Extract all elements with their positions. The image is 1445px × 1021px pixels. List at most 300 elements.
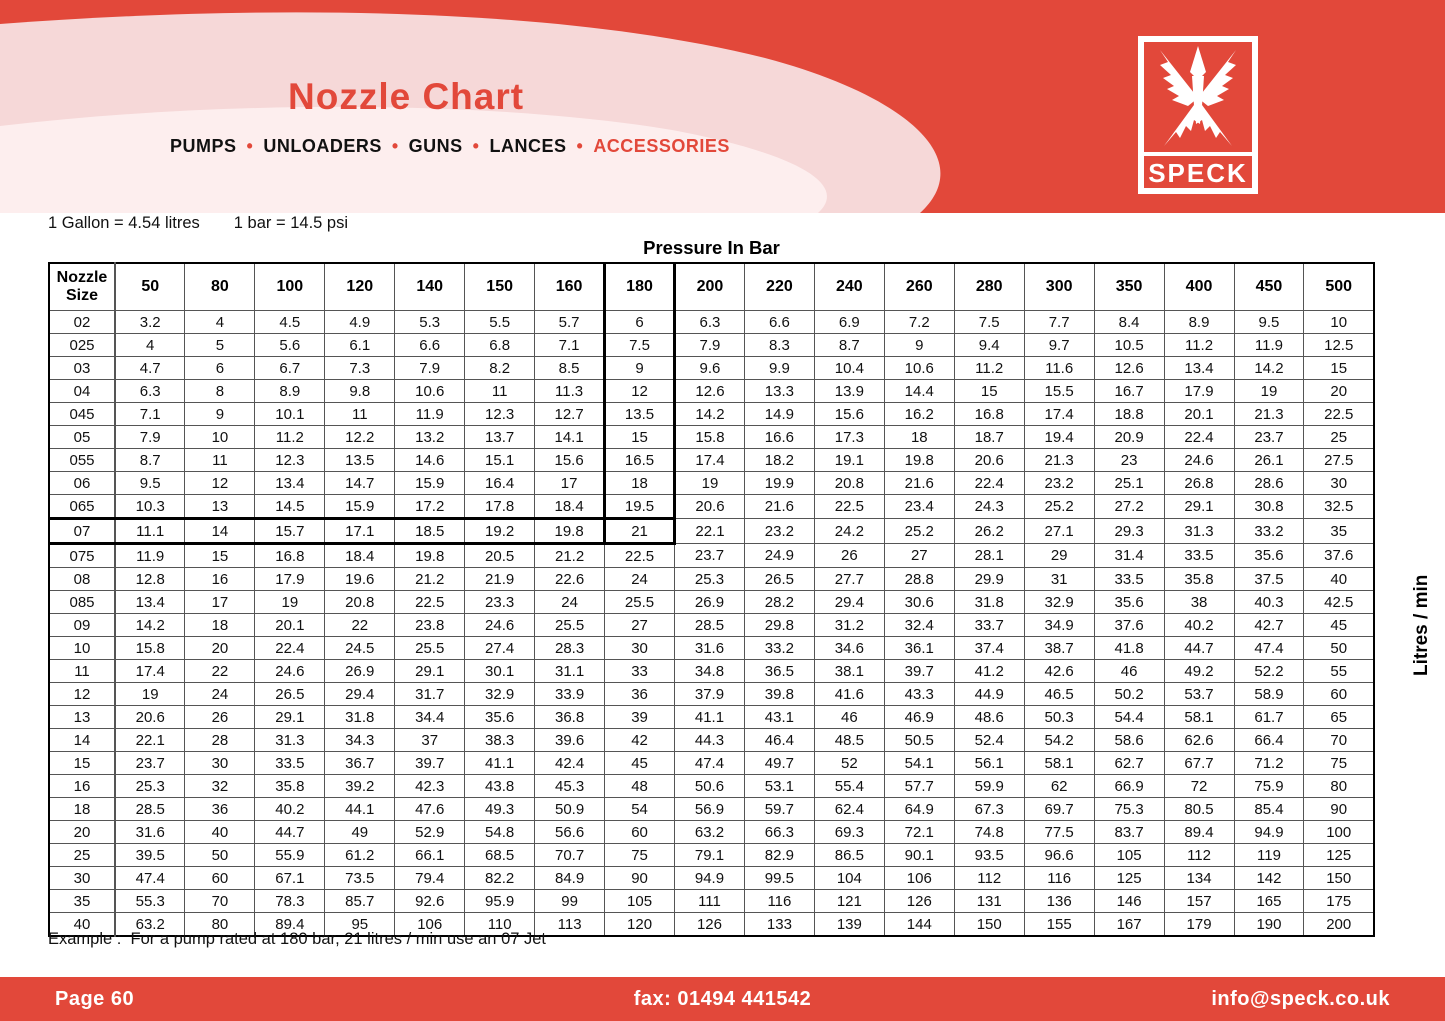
- flow-value-cell: 136: [1024, 890, 1094, 913]
- flow-value-cell: 55: [1304, 660, 1374, 683]
- flow-value-cell: 112: [954, 867, 1024, 890]
- flow-value-cell: 6.6: [744, 311, 814, 334]
- flow-value-cell: 21.6: [744, 495, 814, 519]
- litres-per-min-label: Litres / min: [1411, 574, 1432, 676]
- flow-value-cell: 105: [1094, 844, 1164, 867]
- flow-value-cell: 155: [1024, 913, 1094, 937]
- flow-value-cell: 22.4: [1164, 426, 1234, 449]
- flow-value-cell: 19.8: [884, 449, 954, 472]
- flow-value-cell: 10.6: [395, 380, 465, 403]
- flow-value-cell: 20.1: [255, 614, 325, 637]
- flow-value-cell: 4: [115, 334, 185, 357]
- flow-value-cell: 15: [1304, 357, 1374, 380]
- flow-value-cell: 36.1: [884, 637, 954, 660]
- flow-value-cell: 10.3: [115, 495, 185, 519]
- flow-value-cell: 29.3: [1094, 519, 1164, 544]
- flow-value-cell: 47.6: [395, 798, 465, 821]
- flow-value-cell: 14.2: [115, 614, 185, 637]
- fax-number: fax: 01494 441542: [633, 988, 812, 1010]
- nozzle-table: [48, 262, 1375, 937]
- flow-value-cell: 28.6: [1234, 472, 1304, 495]
- flow-value-cell: 46.5: [1024, 683, 1094, 706]
- nozzle-size-cell: 07: [49, 519, 115, 544]
- flow-value-cell: 36.8: [535, 706, 605, 729]
- flow-value-cell: 39: [605, 706, 675, 729]
- flow-value-cell: 39.7: [395, 752, 465, 775]
- nozzle-size-cell: 30: [49, 867, 115, 890]
- flow-value-cell: 6: [185, 357, 255, 380]
- flow-value-cell: 36.5: [744, 660, 814, 683]
- flow-value-cell: 89.4: [255, 913, 325, 937]
- flow-value-cell: 32.9: [1024, 591, 1094, 614]
- flow-value-cell: 4.7: [115, 357, 185, 380]
- flow-value-cell: 24.3: [954, 495, 1024, 519]
- flow-value-cell: 112: [1164, 844, 1234, 867]
- flow-value-cell: 24.5: [325, 637, 395, 660]
- flow-value-cell: 5.6: [255, 334, 325, 357]
- flow-value-cell: 48.5: [814, 729, 884, 752]
- flow-value-cell: 39.7: [884, 660, 954, 683]
- nozzle-size-cell: 025: [49, 334, 115, 357]
- table-row: [49, 683, 1374, 706]
- flow-value-cell: 64.9: [884, 798, 954, 821]
- flow-value-cell: 116: [1024, 867, 1094, 890]
- flow-value-cell: 72.1: [884, 821, 954, 844]
- flow-value-cell: 16.7: [1094, 380, 1164, 403]
- flow-value-cell: 18.4: [325, 544, 395, 568]
- flow-value-cell: 17.9: [1164, 380, 1234, 403]
- pressure-column-header: 200: [675, 263, 745, 311]
- flow-value-cell: 33.2: [744, 637, 814, 660]
- bar-note: 1 bar = 14.5 psi: [233, 214, 348, 232]
- flow-value-cell: 42.6: [1024, 660, 1094, 683]
- flow-value-cell: 113: [535, 913, 605, 937]
- flow-value-cell: 116: [744, 890, 814, 913]
- email-address: info@speck.co.uk: [1211, 988, 1390, 1010]
- flow-value-cell: 19.5: [605, 495, 675, 519]
- flow-value-cell: 21.9: [465, 568, 535, 591]
- flow-value-cell: 33.2: [1234, 519, 1304, 544]
- flow-value-cell: 8.7: [814, 334, 884, 357]
- flow-value-cell: 23: [1094, 449, 1164, 472]
- flow-value-cell: 5.5: [465, 311, 535, 334]
- flow-value-cell: 19.2: [465, 519, 535, 544]
- flow-value-cell: 11.9: [115, 544, 185, 568]
- flow-value-cell: 9: [185, 403, 255, 426]
- flow-value-cell: 52.4: [954, 729, 1024, 752]
- table-body: [49, 311, 1374, 937]
- flow-value-cell: 27: [884, 544, 954, 568]
- flow-value-cell: 13.2: [395, 426, 465, 449]
- flow-value-cell: 60: [185, 867, 255, 890]
- flow-value-cell: 45: [605, 752, 675, 775]
- flow-value-cell: 9.8: [325, 380, 395, 403]
- table-row: [49, 775, 1374, 798]
- flow-value-cell: 44.7: [255, 821, 325, 844]
- flow-value-cell: 28.5: [115, 798, 185, 821]
- flow-value-cell: 28.2: [744, 591, 814, 614]
- flow-value-cell: 24.6: [465, 614, 535, 637]
- flow-value-cell: 18: [605, 472, 675, 495]
- flow-value-cell: 8: [185, 380, 255, 403]
- bullet-icon: •: [576, 136, 584, 156]
- flow-value-cell: 121: [814, 890, 884, 913]
- flow-value-cell: 6.1: [325, 334, 395, 357]
- flow-value-cell: 9: [605, 357, 675, 380]
- flow-value-cell: 13: [185, 495, 255, 519]
- flow-value-cell: 23.4: [884, 495, 954, 519]
- flow-value-cell: 5: [185, 334, 255, 357]
- flow-value-cell: 99: [535, 890, 605, 913]
- flow-value-cell: 125: [1304, 844, 1374, 867]
- flow-value-cell: 29.8: [744, 614, 814, 637]
- flow-value-cell: 49: [325, 821, 395, 844]
- flow-value-cell: 30.1: [465, 660, 535, 683]
- flow-value-cell: 57.7: [884, 775, 954, 798]
- flow-value-cell: 22.4: [954, 472, 1024, 495]
- flow-value-cell: 111: [675, 890, 745, 913]
- flow-value-cell: 42.3: [395, 775, 465, 798]
- flow-value-cell: 19.1: [814, 449, 884, 472]
- flow-value-cell: 47.4: [115, 867, 185, 890]
- flow-value-cell: 34.6: [814, 637, 884, 660]
- flow-value-cell: 27: [605, 614, 675, 637]
- flow-value-cell: 19: [255, 591, 325, 614]
- flow-value-cell: 63.2: [675, 821, 745, 844]
- nozzle-size-cell: 16: [49, 775, 115, 798]
- flow-value-cell: 20.6: [954, 449, 1024, 472]
- gallon-note: 1 Gallon = 4.54 litres: [48, 214, 200, 232]
- flow-value-cell: 25.1: [1094, 472, 1164, 495]
- flow-value-cell: 22.5: [814, 495, 884, 519]
- flow-value-cell: 28.8: [884, 568, 954, 591]
- table-row: [49, 844, 1374, 867]
- footer-bar: [0, 977, 1445, 1021]
- flow-value-cell: 55.3: [115, 890, 185, 913]
- flow-value-cell: 32: [185, 775, 255, 798]
- nozzle-size-cell: 055: [49, 449, 115, 472]
- example-note: Example : For a pump rated at 180 bar, 21 litres / min use an 07 Jet: [48, 930, 547, 948]
- flow-value-cell: 28.5: [675, 614, 745, 637]
- flow-value-cell: 26.5: [744, 568, 814, 591]
- flow-value-cell: 15.9: [325, 495, 395, 519]
- flow-value-cell: 32.5: [1304, 495, 1374, 519]
- flow-value-cell: 62: [1024, 775, 1094, 798]
- flow-value-cell: 56.1: [954, 752, 1024, 775]
- flow-value-cell: 9.4: [954, 334, 1024, 357]
- flow-value-cell: 17.1: [325, 519, 395, 544]
- pressure-column-header: 260: [884, 263, 954, 311]
- flow-value-cell: 46.9: [884, 706, 954, 729]
- flow-value-cell: 34.3: [325, 729, 395, 752]
- flow-value-cell: 16.5: [605, 449, 675, 472]
- flow-value-cell: 12: [605, 380, 675, 403]
- flow-value-cell: 17: [535, 472, 605, 495]
- pressure-column-header: 240: [814, 263, 884, 311]
- flow-value-cell: 30: [185, 752, 255, 775]
- flow-value-cell: 12.7: [535, 403, 605, 426]
- flow-value-cell: 11.9: [1234, 334, 1304, 357]
- flow-value-cell: 54: [605, 798, 675, 821]
- flow-value-cell: 20.6: [675, 495, 745, 519]
- row-header-cell: Nozzle Size: [49, 263, 115, 311]
- flow-value-cell: 27.4: [465, 637, 535, 660]
- flow-value-cell: 26: [814, 544, 884, 568]
- flow-value-cell: 16.2: [884, 403, 954, 426]
- flow-value-cell: 52: [814, 752, 884, 775]
- flow-value-cell: 27.7: [814, 568, 884, 591]
- table-row: [49, 637, 1374, 660]
- flow-value-cell: 25.5: [605, 591, 675, 614]
- flow-value-cell: 74.8: [954, 821, 1024, 844]
- flow-value-cell: 15.8: [115, 637, 185, 660]
- flow-value-cell: 5.7: [535, 311, 605, 334]
- header-row: [49, 263, 1374, 311]
- flow-value-cell: 7.5: [605, 334, 675, 357]
- flow-value-cell: 61.7: [1234, 706, 1304, 729]
- flow-value-cell: 28.3: [535, 637, 605, 660]
- flow-value-cell: 21: [605, 519, 675, 544]
- table-row: [49, 544, 1374, 568]
- nozzle-size-cell: 14: [49, 729, 115, 752]
- flow-value-cell: 54.2: [1024, 729, 1094, 752]
- flow-value-cell: 75: [1304, 752, 1374, 775]
- flow-value-cell: 25.5: [395, 637, 465, 660]
- table-row: [49, 821, 1374, 844]
- flow-value-cell: 34.4: [395, 706, 465, 729]
- flow-value-cell: 49.2: [1164, 660, 1234, 683]
- flow-value-cell: 45: [1304, 614, 1374, 637]
- flow-value-cell: 66.4: [1234, 729, 1304, 752]
- flow-value-cell: 22.6: [535, 568, 605, 591]
- flow-value-cell: 58.9: [1234, 683, 1304, 706]
- flow-value-cell: 38.7: [1024, 637, 1094, 660]
- flow-value-cell: 36.7: [325, 752, 395, 775]
- flow-value-cell: 44.9: [954, 683, 1024, 706]
- flow-value-cell: 15: [954, 380, 1024, 403]
- category-accessories: ACCESSORIES: [593, 136, 730, 156]
- flow-value-cell: 59.7: [744, 798, 814, 821]
- flow-value-cell: 41.1: [465, 752, 535, 775]
- flow-value-cell: 65: [1304, 706, 1374, 729]
- flow-value-cell: 83.7: [1094, 821, 1164, 844]
- flow-value-cell: 43.3: [884, 683, 954, 706]
- flow-value-cell: 17: [185, 591, 255, 614]
- flow-value-cell: 29.1: [395, 660, 465, 683]
- flow-value-cell: 47.4: [1234, 637, 1304, 660]
- pressure-column-header: 180: [605, 263, 675, 311]
- flow-value-cell: 126: [675, 913, 745, 937]
- table-row: [49, 867, 1374, 890]
- flow-value-cell: 11: [325, 403, 395, 426]
- flow-value-cell: 11.9: [395, 403, 465, 426]
- flow-value-cell: 30: [605, 637, 675, 660]
- flow-value-cell: 13.5: [325, 449, 395, 472]
- flow-value-cell: 10.1: [255, 403, 325, 426]
- flow-value-cell: 11.2: [1164, 334, 1234, 357]
- flow-value-cell: 23.7: [675, 544, 745, 568]
- flow-value-cell: 7.3: [325, 357, 395, 380]
- flow-value-cell: 22.5: [395, 591, 465, 614]
- flow-value-cell: 21.3: [1024, 449, 1094, 472]
- flow-value-cell: 11: [465, 380, 535, 403]
- flow-value-cell: 19: [115, 683, 185, 706]
- flow-value-cell: 41.2: [954, 660, 1024, 683]
- flow-value-cell: 39.6: [535, 729, 605, 752]
- flow-value-cell: 6: [605, 311, 675, 334]
- flow-value-cell: 21.3: [1234, 403, 1304, 426]
- flow-value-cell: 40: [1304, 568, 1374, 591]
- category-pumps: PUMPS: [170, 136, 237, 156]
- flow-value-cell: 38: [1164, 591, 1234, 614]
- flow-value-cell: 12.2: [325, 426, 395, 449]
- flow-value-cell: 55.9: [255, 844, 325, 867]
- flow-value-cell: 15.8: [675, 426, 745, 449]
- flow-value-cell: 26.5: [255, 683, 325, 706]
- flow-value-cell: 8.9: [1164, 311, 1234, 334]
- flow-value-cell: 60: [1304, 683, 1374, 706]
- flow-value-cell: 25: [1304, 426, 1374, 449]
- flow-value-cell: 85.7: [325, 890, 395, 913]
- flow-value-cell: 134: [1164, 867, 1234, 890]
- bullet-icon: •: [472, 136, 480, 156]
- flow-value-cell: 105: [605, 890, 675, 913]
- flow-value-cell: 14.7: [325, 472, 395, 495]
- flow-value-cell: 69.3: [814, 821, 884, 844]
- flow-value-cell: 14.2: [675, 403, 745, 426]
- flow-value-cell: 17.4: [1024, 403, 1094, 426]
- flow-value-cell: 52.2: [1234, 660, 1304, 683]
- flow-value-cell: 146: [1094, 890, 1164, 913]
- flow-value-cell: 24: [185, 683, 255, 706]
- flow-value-cell: 37: [395, 729, 465, 752]
- flow-value-cell: 50.9: [535, 798, 605, 821]
- flow-value-cell: 22.1: [115, 729, 185, 752]
- flow-value-cell: 17.4: [115, 660, 185, 683]
- flow-value-cell: 7.1: [535, 334, 605, 357]
- nozzle-size-cell: 15: [49, 752, 115, 775]
- flow-value-cell: 19: [675, 472, 745, 495]
- flow-value-cell: 38.1: [814, 660, 884, 683]
- flow-value-cell: 80: [1304, 775, 1374, 798]
- flow-value-cell: 96.6: [1024, 844, 1094, 867]
- nozzle-size-cell: 09: [49, 614, 115, 637]
- flow-value-cell: 8.9: [255, 380, 325, 403]
- flow-value-cell: 41.6: [814, 683, 884, 706]
- flow-value-cell: 18: [884, 426, 954, 449]
- flow-value-cell: 24.6: [255, 660, 325, 683]
- flow-value-cell: 59.9: [954, 775, 1024, 798]
- flow-value-cell: 12.6: [1094, 357, 1164, 380]
- flow-value-cell: 27.1: [1024, 519, 1094, 544]
- flow-value-cell: 24.9: [744, 544, 814, 568]
- flow-value-cell: 15.6: [814, 403, 884, 426]
- flow-value-cell: 15: [605, 426, 675, 449]
- flow-value-cell: 26.9: [325, 660, 395, 683]
- pressure-column-header: 100: [255, 263, 325, 311]
- flow-value-cell: 3.2: [115, 311, 185, 334]
- flow-value-cell: 28: [185, 729, 255, 752]
- flow-value-cell: 33.5: [1094, 568, 1164, 591]
- nozzle-size-cell: 18: [49, 798, 115, 821]
- pressure-column-header: 350: [1094, 263, 1164, 311]
- flow-value-cell: 62.6: [1164, 729, 1234, 752]
- flow-value-cell: 30: [1304, 472, 1374, 495]
- flow-value-cell: 37.4: [954, 637, 1024, 660]
- flow-value-cell: 75.3: [1094, 798, 1164, 821]
- flow-value-cell: 84.9: [535, 867, 605, 890]
- flow-value-cell: 37.9: [675, 683, 745, 706]
- flow-value-cell: 29.1: [1164, 495, 1234, 519]
- flow-value-cell: 15.9: [395, 472, 465, 495]
- flow-value-cell: 119: [1234, 844, 1304, 867]
- flow-value-cell: 32.4: [884, 614, 954, 637]
- category-lances: LANCES: [489, 136, 567, 156]
- flow-value-cell: 43.8: [465, 775, 535, 798]
- flow-value-cell: 110: [465, 913, 535, 937]
- table-row: [49, 519, 1374, 544]
- flow-value-cell: 13.9: [814, 380, 884, 403]
- flow-value-cell: 35.6: [1234, 544, 1304, 568]
- flow-value-cell: 46: [814, 706, 884, 729]
- flow-value-cell: 31.7: [395, 683, 465, 706]
- flow-value-cell: 40.2: [255, 798, 325, 821]
- flow-value-cell: 47.4: [675, 752, 745, 775]
- flow-value-cell: 20.5: [465, 544, 535, 568]
- flow-value-cell: 17.4: [675, 449, 745, 472]
- flow-value-cell: 6.3: [115, 380, 185, 403]
- flow-value-cell: 6.3: [675, 311, 745, 334]
- flow-value-cell: 10: [1304, 311, 1374, 334]
- flow-value-cell: 30.8: [1234, 495, 1304, 519]
- flow-value-cell: 68.5: [465, 844, 535, 867]
- nozzle-size-cell: 35: [49, 890, 115, 913]
- product-categories: [170, 136, 730, 157]
- nozzle-size-cell: 20: [49, 821, 115, 844]
- flow-value-cell: 8.2: [465, 357, 535, 380]
- pressure-column-header: 80: [185, 263, 255, 311]
- flow-value-cell: 16.8: [255, 544, 325, 568]
- nozzle-size-cell: 10: [49, 637, 115, 660]
- flow-value-cell: 104: [814, 867, 884, 890]
- flow-value-cell: 21.2: [395, 568, 465, 591]
- flow-value-cell: 60: [605, 821, 675, 844]
- flow-value-cell: 75.9: [1234, 775, 1304, 798]
- flow-value-cell: 24.2: [814, 519, 884, 544]
- flow-value-cell: 10.5: [1094, 334, 1164, 357]
- flow-value-cell: 190: [1234, 913, 1304, 937]
- flow-value-cell: 11.3: [535, 380, 605, 403]
- flow-value-cell: 6.9: [814, 311, 884, 334]
- flow-value-cell: 12.6: [675, 380, 745, 403]
- flow-value-cell: 16: [185, 568, 255, 591]
- flow-value-cell: 19.9: [744, 472, 814, 495]
- nozzle-size-cell: 05: [49, 426, 115, 449]
- flow-value-cell: 23.7: [115, 752, 185, 775]
- flow-value-cell: 92.6: [395, 890, 465, 913]
- flow-value-cell: 90: [1304, 798, 1374, 821]
- flow-value-cell: 9.5: [115, 472, 185, 495]
- flow-value-cell: 9.5: [1234, 311, 1304, 334]
- flow-value-cell: 44.3: [675, 729, 745, 752]
- flow-value-cell: 150: [954, 913, 1024, 937]
- flow-value-cell: 41.1: [675, 706, 745, 729]
- bullet-icon: •: [246, 136, 254, 156]
- nozzle-size-cell: 065: [49, 495, 115, 519]
- flow-value-cell: 39.2: [325, 775, 395, 798]
- flow-value-cell: 21.2: [535, 544, 605, 568]
- table-row: [49, 495, 1374, 519]
